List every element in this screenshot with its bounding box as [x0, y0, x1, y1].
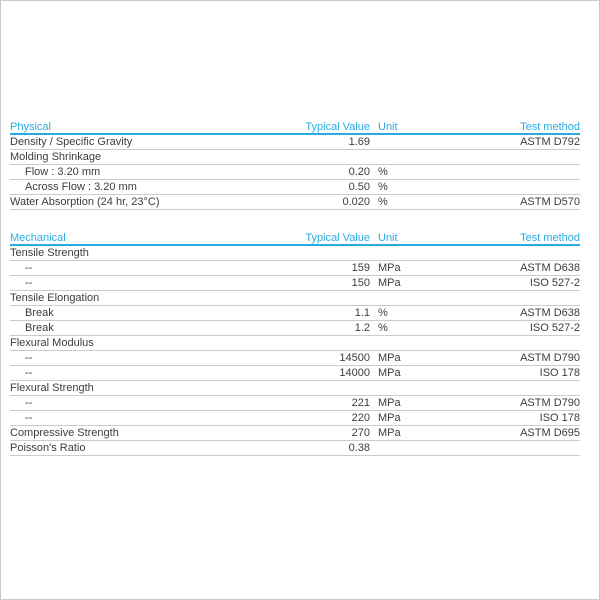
- property-name-cell: --: [25, 262, 33, 274]
- table-row: [10, 165, 580, 180]
- unit-cell: MPa: [378, 277, 401, 289]
- property-table-physical: [10, 120, 580, 210]
- unit-cell: %: [378, 196, 388, 208]
- unit-cell: MPa: [378, 412, 401, 424]
- typical-value-cell: 270: [351, 427, 370, 439]
- typical-value-cell: 0.50: [348, 181, 370, 193]
- test-method-cell: ASTM D790: [520, 352, 580, 364]
- property-name-cell: Molding Shrinkage: [10, 151, 102, 163]
- unit-cell: MPa: [378, 352, 401, 364]
- test-method-cell: ISO 527-2: [529, 277, 580, 289]
- unit-cell: %: [378, 322, 388, 334]
- typical-value-cell: 159: [351, 262, 370, 274]
- unit-cell: %: [378, 181, 388, 193]
- typical-value-cell: 150: [351, 277, 370, 289]
- column-header-unit: Unit: [378, 231, 398, 244]
- test-method-cell: ASTM D638: [520, 262, 580, 274]
- property-name-cell: --: [25, 277, 33, 289]
- table-header-row: [10, 231, 580, 246]
- table-row: [10, 336, 580, 351]
- typical-value-cell: 0.20: [348, 166, 370, 178]
- tables-host: [10, 120, 580, 456]
- test-method-cell: ASTM D695: [520, 427, 580, 439]
- property-name-cell: Tensile Elongation: [10, 292, 100, 304]
- table-header-row: [10, 120, 580, 135]
- test-method-cell: ISO 178: [539, 412, 580, 424]
- table-row: [10, 366, 580, 381]
- test-method-cell: ASTM D570: [520, 196, 580, 208]
- column-header-test-method: Test method: [520, 120, 580, 133]
- property-name-cell: Break: [25, 322, 54, 334]
- typical-value-cell: 220: [351, 412, 370, 424]
- test-method-cell: ASTM D790: [520, 397, 580, 409]
- table-row: [10, 135, 580, 150]
- property-name-cell: Compressive Strength: [10, 427, 119, 439]
- table-row: [10, 396, 580, 411]
- property-table-mechanical: [10, 231, 580, 456]
- table-row: [10, 351, 580, 366]
- column-header-typical-value: Typical Value: [305, 120, 370, 133]
- typical-value-cell: 221: [351, 397, 370, 409]
- section-label: Mechanical: [10, 231, 66, 244]
- unit-cell: MPa: [378, 397, 401, 409]
- unit-cell: %: [378, 166, 388, 178]
- section-label: Physical: [10, 120, 51, 133]
- typical-value-cell: 1.69: [348, 136, 370, 148]
- unit-cell: %: [378, 307, 388, 319]
- typical-value-cell: 14000: [339, 367, 370, 379]
- test-method-cell: ASTM D792: [520, 136, 580, 148]
- test-method-cell: ASTM D638: [520, 307, 580, 319]
- property-tables-container: [1, 1, 599, 456]
- table-row: [10, 276, 580, 291]
- table-row: [10, 411, 580, 426]
- typical-value-cell: 0.38: [348, 442, 370, 454]
- table-row: [10, 441, 580, 456]
- table-row: [10, 195, 580, 210]
- table-row: [10, 150, 580, 165]
- property-name-cell: Flexural Strength: [10, 382, 94, 394]
- property-name-cell: Break: [25, 307, 54, 319]
- typical-value-cell: 1.1: [354, 307, 370, 319]
- column-header-unit: Unit: [378, 120, 398, 133]
- table-row: [10, 246, 580, 261]
- typical-value-cell: 1.2: [354, 322, 370, 334]
- property-name-cell: Tensile Strength: [10, 247, 89, 259]
- unit-cell: MPa: [378, 262, 401, 274]
- property-name-cell: --: [25, 352, 33, 364]
- property-name-cell: --: [25, 367, 33, 379]
- property-name-cell: Poisson's Ratio: [10, 442, 86, 454]
- property-name-cell: Flexural Modulus: [10, 337, 94, 349]
- table-row: [10, 261, 580, 276]
- column-header-typical-value: Typical Value: [305, 231, 370, 244]
- table-row: [10, 426, 580, 441]
- table-row: [10, 180, 580, 195]
- property-name-cell: Water Absorption (24 hr, 23°C): [10, 196, 160, 208]
- unit-cell: MPa: [378, 427, 401, 439]
- typical-value-cell: 0.020: [342, 196, 370, 208]
- property-name-cell: Flow : 3.20 mm: [25, 166, 101, 178]
- column-header-test-method: Test method: [520, 231, 580, 244]
- table-row: [10, 381, 580, 396]
- table-row: [10, 291, 580, 306]
- property-name-cell: Density / Specific Gravity: [10, 136, 133, 148]
- property-name-cell: Across Flow : 3.20 mm: [25, 181, 137, 193]
- property-name-cell: --: [25, 397, 33, 409]
- unit-cell: MPa: [378, 367, 401, 379]
- table-row: [10, 306, 580, 321]
- test-method-cell: ISO 527-2: [529, 322, 580, 334]
- property-name-cell: --: [25, 412, 33, 424]
- typical-value-cell: 14500: [339, 352, 370, 364]
- test-method-cell: ISO 178: [539, 367, 580, 379]
- table-row: [10, 321, 580, 336]
